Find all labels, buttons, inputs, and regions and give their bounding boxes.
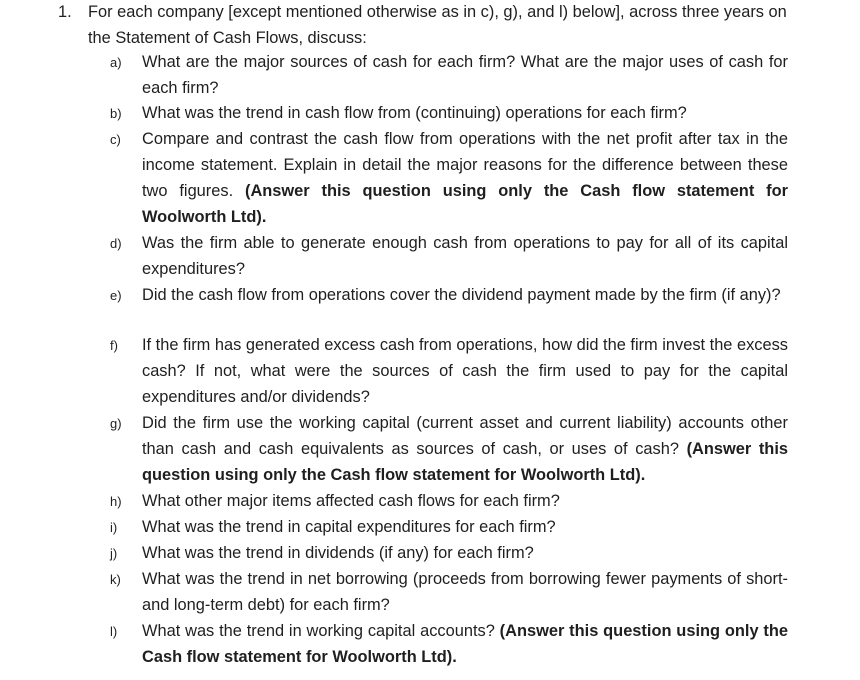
subquestion-letter: a) bbox=[110, 55, 122, 70]
subquestion-text: What other major items affected cash flows for each firm? bbox=[142, 492, 560, 510]
subquestion-text: Did the cash flow from operations cover the dividend payment made by the firm (if any)? bbox=[142, 286, 781, 304]
subquestion-letter: d) bbox=[110, 236, 122, 251]
subquestion-text: What was the trend in working capital accounts? (Answer this question using only the Cash flow statement for Woolworth Ltd). bbox=[142, 622, 788, 666]
subquestion-text: What was the trend in cash flow from (continuing) operations for each firm? bbox=[142, 104, 687, 122]
subquestion-text: Did the firm use the working capital (current asset and current liability) accounts other than cash and cash equivalents as sources of cash, or uses of cash? (Answer this question using only the Cash flow statement for Woolworth Ltd). bbox=[142, 414, 788, 484]
subquestion-text: What was the trend in dividends (if any) for each firm? bbox=[142, 544, 534, 562]
subquestion-letter: j) bbox=[110, 546, 118, 561]
subquestion-letter: g) bbox=[110, 416, 122, 431]
subquestion-letter: e) bbox=[110, 288, 122, 303]
subquestion-letter: k) bbox=[110, 572, 121, 587]
subquestion-text: What are the major sources of cash for each firm? What are the major uses of cash for each firm? bbox=[142, 53, 788, 97]
subquestion-text: Compare and contrast the cash flow from operations with the net profit after tax in the income statement. Explain in detail the major reasons for the difference between these two figures. (Answer this question using only the Cash flow statement for Woolworth Ltd). bbox=[142, 130, 788, 226]
subquestion-letter: l) bbox=[110, 624, 118, 639]
subquestion-note: (Answer this question using only the Cash flow statement for Woolworth Ltd). bbox=[142, 440, 788, 484]
subquestion-letter: c) bbox=[110, 132, 121, 147]
subquestion-letter: i) bbox=[110, 520, 118, 535]
subquestion-letter: f) bbox=[110, 338, 118, 353]
subquestion-letter: h) bbox=[110, 494, 122, 509]
subquestion-text: Was the firm able to generate enough cash from operations to pay for all of its capital expenditures? bbox=[142, 234, 788, 278]
question-number: 1. bbox=[58, 3, 72, 21]
subquestion-text: If the firm has generated excess cash from operations, how did the firm invest the excess cash? If not, what were the sources of cash the firm used to pay for the capital expenditures and/or dividends? bbox=[142, 336, 788, 406]
subquestion-text: What was the trend in capital expenditures for each firm? bbox=[142, 518, 556, 536]
subquestion-text: What was the trend in net borrowing (proceeds from borrowing fewer payments of short- and long-term debt) for each firm? bbox=[142, 570, 788, 614]
question-intro: For each company [except mentioned otherwise as in c), g), and l) below], across three years on the Statement of Cash Flows, discuss: bbox=[88, 3, 787, 47]
subquestion-letter: b) bbox=[110, 106, 122, 121]
subquestion-note: (Answer this question using only the Cash flow statement for Woolworth Ltd). bbox=[142, 622, 788, 666]
subquestion-note: (Answer this question using only the Cash flow statement for Woolworth Ltd). bbox=[142, 182, 788, 226]
